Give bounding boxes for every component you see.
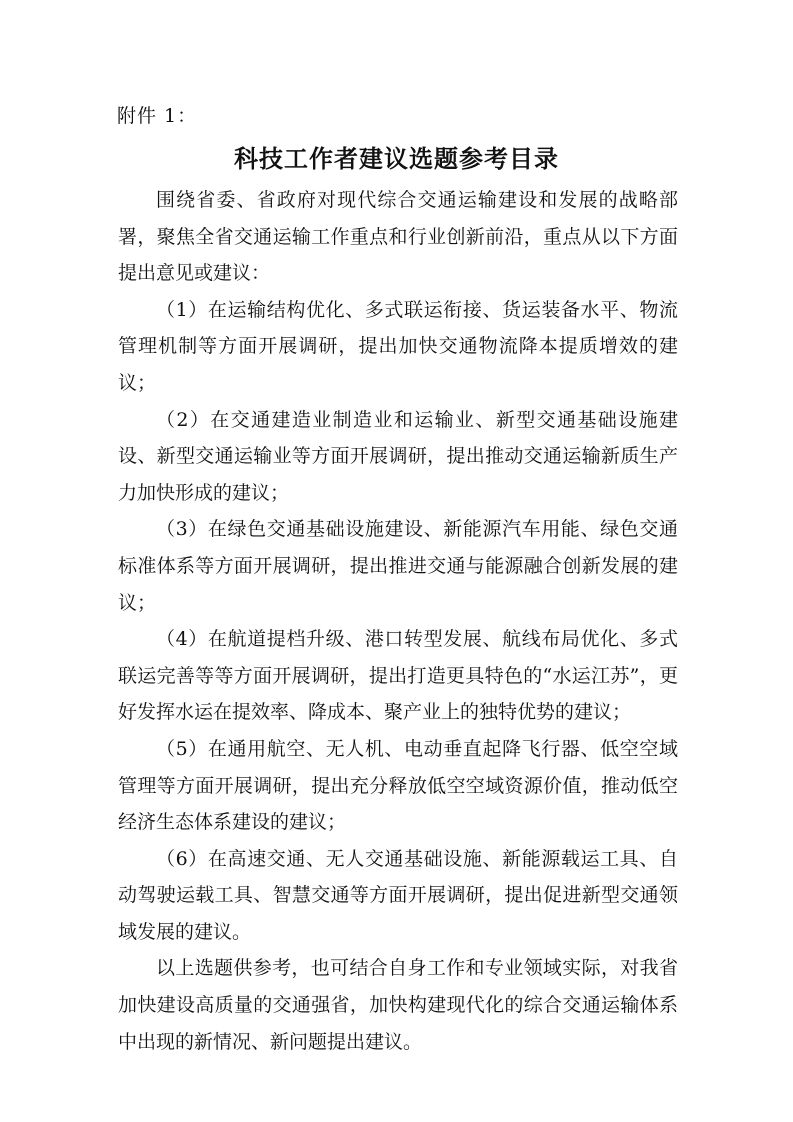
topic-item-1: （1）在运输结构优化、多式联运衔接、货运装备水平、物流管理机制等方面开展调研，提出加快交通物流降本提质增效的建议；	[118, 298, 678, 394]
topic-item-4: （4）在航道提档升级、港口转型发展、航线布局优化、多式联运完善等等方面开展调研，提出打造更具特色的“水运江苏”，更好发挥水运在提效率、降成本、聚产业上的独特优势的建议；	[118, 628, 678, 724]
document-title: 科技工作者建议选题参考目录	[234, 144, 559, 173]
intro-paragraph: 围绕省委、省政府对现代综合交通运输建设和发展的战略部署，聚焦全省交通运输工作重点和行业创新前沿，重点从以下方面提出意见或建议：	[118, 189, 678, 285]
topic-item-6: （6）在高速交通、无人交通基础设施、新能源载运工具、自动驾驶运载工具、智慧交通等方面开展调研，提出促进新型交通领域发展的建议。	[118, 847, 678, 943]
closing-paragraph: 以上选题供参考，也可结合自身工作和专业领域实际，对我省加快建设高质量的交通强省，加快构建现代化的综合交通运输体系中出现的新情况、新问题提出建议。	[118, 957, 678, 1053]
topic-item-3: （3）在绿色交通基础设施建设、新能源汽车用能、绿色交通标准体系等方面开展调研，提出推进交通与能源融合创新发展的建议；	[118, 518, 678, 614]
topic-item-2: （2）在交通建造业制造业和运输业、新型交通基础设施建设、新型交通运输业等方面开展调研，提出推动交通运输新质生产力加快形成的建议；	[118, 408, 678, 504]
document-body	[118, 182, 678, 1060]
topic-item-5: （5）在通用航空、无人机、电动垂直起降飞行器、低空空域管理等方面开展调研，提出充分释放低空空域资源价值，推动低空经济生态体系建设的建议；	[118, 737, 678, 834]
attachment-label: 附件 1：	[117, 105, 198, 127]
